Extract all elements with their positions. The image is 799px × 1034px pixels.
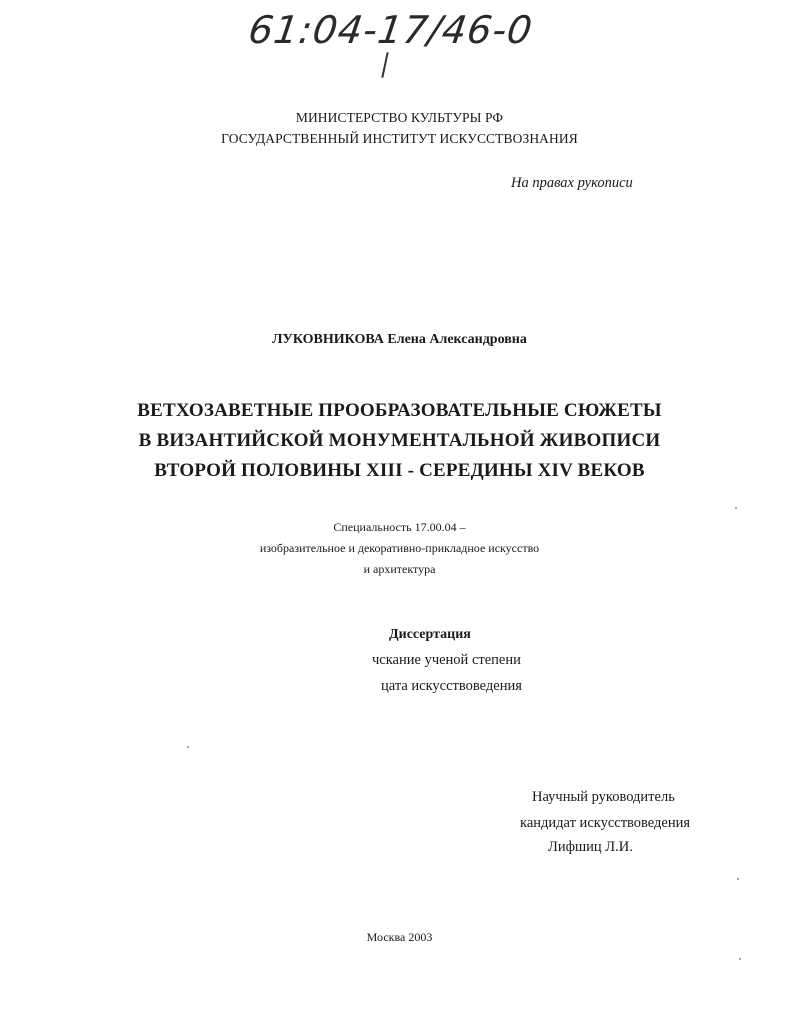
- institute-name: ГОСУДАРСТВЕННЫЙ ИНСТИТУТ ИСКУССТВОЗНАНИЯ: [221, 131, 578, 146]
- ministry-name: МИНИСТЕРСТВО КУЛЬТУРЫ РФ: [295, 110, 504, 125]
- author-name: ЛУКОВНИКОВА Елена Александровна: [272, 332, 527, 347]
- title-line-3: ВТОРОЙ ПОЛОВИНЫ XIII - СЕРЕДИНЫ XIV ВЕКОВ: [154, 460, 645, 481]
- rights-note: На правах рукописи: [511, 175, 633, 191]
- title-line-1: ВЕТХОЗАВЕТНЫЕ ПРООБРАЗОВАТЕЛЬНЫЕ СЮЖЕТЫ: [137, 400, 662, 421]
- degree-line-1: чскание ученой степени: [372, 652, 521, 668]
- scan-speck: [187, 746, 189, 748]
- archive-code-handwritten: 61:04-17/46-0: [245, 8, 536, 52]
- degree-line-2: цата искусствоведения: [381, 678, 522, 694]
- dissertation-label: Диссертация: [389, 627, 471, 642]
- specialty-line-3: и архитектура: [363, 562, 436, 576]
- place-year: Москва 2003: [366, 930, 433, 944]
- scan-speck: [739, 958, 741, 960]
- scan-speck: [737, 878, 739, 880]
- supervisor-degree: кандидат искусствоведения: [520, 815, 691, 831]
- title-line-2: В ВИЗАНТИЙСКОЙ МОНУМЕНТАЛЬНОЙ ЖИВОПИСИ: [138, 430, 661, 451]
- specialty-line-2: изобразительное и декоративно-прикладное искусство: [259, 541, 540, 555]
- handwritten-stroke: [381, 52, 388, 78]
- supervisor-name: Лифшиц Л.И.: [548, 839, 633, 855]
- supervisor-role: Научный руководитель: [532, 789, 675, 805]
- specialty-line-1: Специальность 17.00.04 –: [333, 520, 466, 534]
- scan-speck: [735, 507, 737, 509]
